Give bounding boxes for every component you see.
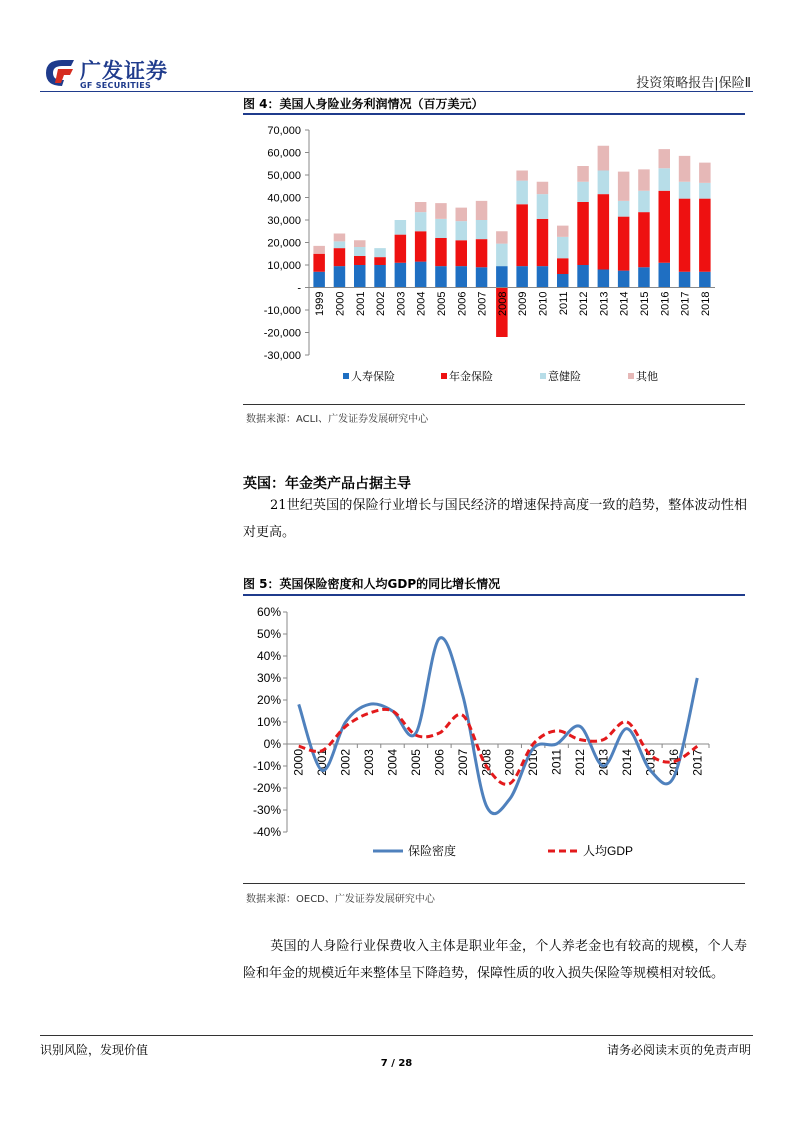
bar-segment xyxy=(456,221,468,240)
x-tick-label: 2006 xyxy=(456,291,469,316)
bar-segment xyxy=(598,194,610,269)
figure4-source: 数据来源：ACLI、广发证券发展研究中心 xyxy=(246,414,429,425)
x-tick-label: 2010 xyxy=(537,291,550,316)
bar-segment xyxy=(415,231,427,261)
y-tick-label: -20% xyxy=(252,781,281,795)
y-tick-label: 0% xyxy=(263,737,281,751)
bar-segment xyxy=(618,217,630,271)
y-tick-label: 40,000 xyxy=(267,192,301,205)
bar-segment xyxy=(476,220,488,239)
bar-segment xyxy=(516,181,528,205)
bar-segment xyxy=(435,266,447,287)
legend-swatch xyxy=(540,373,546,379)
bar-segment xyxy=(638,212,650,267)
legend-swatch xyxy=(441,373,447,379)
y-tick-label: -20,000 xyxy=(263,327,301,340)
bar-segment xyxy=(618,271,630,288)
bar-segment xyxy=(557,226,569,237)
logo-subtext: GF SECURITIES xyxy=(80,81,152,90)
figure5-title: 图 5：英国保险密度和人均GDP的同比增长情况 xyxy=(243,577,501,591)
bar-segment xyxy=(638,191,650,212)
bar-segment xyxy=(313,272,325,288)
legend-label: 人均GDP xyxy=(583,844,634,858)
bar-segment xyxy=(659,263,671,288)
x-tick-label: 2014 xyxy=(619,749,634,776)
bar-segment xyxy=(476,239,488,267)
bar-segment xyxy=(334,248,346,266)
legend-label: 其他 xyxy=(636,371,658,383)
bar-segment xyxy=(415,212,427,231)
y-tick-label: 50,000 xyxy=(267,170,301,182)
x-tick-label: 2013 xyxy=(596,749,611,776)
bar-segment xyxy=(435,203,447,219)
y-tick-label: 10% xyxy=(256,715,281,729)
y-tick-label: -40% xyxy=(252,825,281,839)
x-tick-label: 2002 xyxy=(338,749,353,776)
x-tick-label: 2011 xyxy=(549,749,564,775)
figure4-rule xyxy=(243,113,745,115)
x-tick-label: 2008 xyxy=(479,749,494,776)
x-tick-label: 2007 xyxy=(455,749,470,776)
bar-segment xyxy=(354,247,366,256)
bar-segment xyxy=(516,266,528,287)
x-tick-label: 2005 xyxy=(435,291,448,316)
bar-segment xyxy=(537,266,549,287)
x-tick-label: 2008 xyxy=(496,291,509,316)
bar-segment xyxy=(334,266,346,287)
y-tick-label: 60% xyxy=(256,605,281,619)
figure5-source: 数据来源：OECD、广发证券发展研究中心 xyxy=(246,894,435,905)
bar-segment xyxy=(395,220,407,235)
y-tick-label: -10,000 xyxy=(263,305,301,317)
bar-segment xyxy=(679,156,691,182)
x-tick-label: 2009 xyxy=(502,749,517,776)
legend-swatch xyxy=(343,373,349,379)
x-tick-label: 2016 xyxy=(666,749,681,776)
bar-segment xyxy=(456,266,468,287)
figure4-source-rule xyxy=(243,404,745,405)
bar-segment xyxy=(313,254,325,272)
growth-line-chart xyxy=(243,600,745,880)
footer-slogan: 识别风险，发现价值 xyxy=(40,1043,149,1057)
bar-segment xyxy=(334,234,346,242)
x-tick-label: 2000 xyxy=(334,291,347,316)
x-tick-label: 1999 xyxy=(314,291,327,316)
bar-segment xyxy=(557,258,569,274)
x-tick-label: 2014 xyxy=(618,291,631,316)
legend-label: 年金保险 xyxy=(449,371,493,383)
y-tick-label: -30% xyxy=(252,803,281,817)
bar-segment xyxy=(598,270,610,288)
bar-segment xyxy=(415,202,427,212)
bar-segment xyxy=(659,191,671,263)
bar-segment xyxy=(699,163,711,183)
bar-segment xyxy=(557,237,569,258)
bar-segment xyxy=(618,201,630,217)
bar-segment xyxy=(618,172,630,201)
bar-segment xyxy=(659,168,671,191)
bar-segment xyxy=(516,171,528,181)
bar-segment xyxy=(435,238,447,266)
bar-segment xyxy=(456,240,468,266)
x-tick-label: 2009 xyxy=(517,291,530,316)
bar-segment xyxy=(638,169,650,190)
bar-segment xyxy=(354,256,366,265)
bar-segment xyxy=(699,272,711,288)
bar-segment xyxy=(395,235,407,263)
bar-segment xyxy=(659,149,671,168)
figure5-rule xyxy=(243,594,745,596)
y-tick-label: 40% xyxy=(256,649,281,663)
y-tick-label: -30,000 xyxy=(263,350,301,362)
bar-segment xyxy=(456,208,468,222)
report-type: 投资策略报告|保险Ⅱ xyxy=(636,76,751,91)
x-tick-label: 2001 xyxy=(315,749,330,776)
x-tick-label: 2018 xyxy=(699,291,712,316)
y-tick-label: 30,000 xyxy=(267,215,301,227)
bar-segment xyxy=(496,231,508,243)
legend-label: 保险密度 xyxy=(408,844,457,858)
legend-swatch xyxy=(628,373,634,379)
bar-segment xyxy=(516,204,528,266)
bar-segment xyxy=(577,182,589,202)
y-tick-label: 10,000 xyxy=(267,260,301,272)
legend-label: 人寿保险 xyxy=(351,371,395,383)
bar-segment xyxy=(354,265,366,288)
y-tick-label: 20,000 xyxy=(267,237,301,250)
bar-segment xyxy=(557,274,569,288)
bar-segment xyxy=(415,262,427,288)
x-tick-label: 2012 xyxy=(578,291,591,316)
bar-segment xyxy=(598,146,610,171)
y-tick-label: 50% xyxy=(256,627,281,641)
section-paragraph: 21世纪英国的保险行业增长与国民经济的增速保持高度一致的趋势，整体波动性相对更高。 xyxy=(243,498,747,540)
bar-segment xyxy=(577,166,589,182)
x-tick-label: 2011 xyxy=(557,291,570,316)
section-title: 英国：年金类产品占据主导 xyxy=(243,476,411,492)
bar-segment xyxy=(577,202,589,265)
x-tick-label: 2007 xyxy=(476,291,489,316)
figure5-source-rule xyxy=(243,883,745,884)
bar-segment xyxy=(699,183,711,199)
x-tick-label: 2013 xyxy=(598,291,611,316)
x-tick-label: 2017 xyxy=(679,291,692,316)
bar-segment xyxy=(476,267,488,287)
y-tick-label: - xyxy=(297,282,301,295)
x-tick-label: 2006 xyxy=(432,749,447,776)
bar-segment xyxy=(537,194,549,219)
bar-segment xyxy=(638,267,650,287)
x-tick-label: 2000 xyxy=(291,749,306,776)
bar-segment xyxy=(354,240,366,247)
y-tick-label: -10% xyxy=(252,759,281,773)
y-tick-label: 60,000 xyxy=(267,147,301,160)
x-tick-label: 2004 xyxy=(415,291,428,316)
x-tick-label: 2003 xyxy=(362,749,377,776)
series-line xyxy=(299,638,698,814)
bar-segment xyxy=(598,171,610,195)
bar-segment xyxy=(334,241,346,248)
x-tick-label: 2016 xyxy=(659,291,672,316)
legend-label: 意健险 xyxy=(548,371,581,383)
body-paragraph: 英国的人身险行业保费收入主体是职业年金，个人养老金也有较高的规模，个人寿险和年金的规模近年来整体呈下降趋势，保障性质的收入损失保险等规模相对较低。 xyxy=(243,939,747,981)
header-divider xyxy=(40,91,753,92)
x-tick-label: 2004 xyxy=(385,749,400,776)
bar-segment xyxy=(374,248,386,257)
bar-segment xyxy=(577,265,589,288)
x-tick-label: 2010 xyxy=(526,749,541,776)
x-tick-label: 2015 xyxy=(643,749,658,776)
x-tick-label: 2003 xyxy=(395,291,408,316)
bar-segment xyxy=(496,244,508,267)
bar-segment xyxy=(374,257,386,265)
profit-bar-chart xyxy=(243,118,745,403)
bar-segment xyxy=(679,272,691,288)
y-tick-label: 70,000 xyxy=(267,125,301,137)
bar-segment xyxy=(374,265,386,288)
x-tick-label: 2001 xyxy=(354,291,367,316)
x-tick-label: 2002 xyxy=(375,291,388,316)
gf-logo-icon xyxy=(40,56,78,90)
bar-segment xyxy=(313,246,325,254)
bar-segment xyxy=(537,219,549,266)
figure4-title: 图 4：美国人身险业务利润情况（百万美元） xyxy=(243,97,484,111)
x-tick-label: 2017 xyxy=(690,749,705,776)
footer-disclaimer: 请务必阅读末页的免责声明 xyxy=(606,1043,751,1057)
x-tick-label: 2005 xyxy=(408,749,423,776)
page-number: 7 / 28 xyxy=(380,1058,413,1069)
x-tick-label: 2012 xyxy=(573,749,588,776)
y-tick-label: 30% xyxy=(256,671,281,685)
bar-segment xyxy=(537,182,549,194)
bar-segment xyxy=(435,219,447,238)
bar-segment xyxy=(679,182,691,199)
bar-segment xyxy=(699,199,711,272)
bar-segment xyxy=(679,199,691,272)
bar-segment xyxy=(395,263,407,288)
footer-divider xyxy=(40,1035,753,1036)
bar-segment xyxy=(496,266,508,287)
x-tick-label: 2015 xyxy=(638,291,651,316)
y-tick-label: 20% xyxy=(256,693,281,707)
logo-text: 广发证券 xyxy=(80,59,168,83)
bar-segment xyxy=(476,201,488,220)
